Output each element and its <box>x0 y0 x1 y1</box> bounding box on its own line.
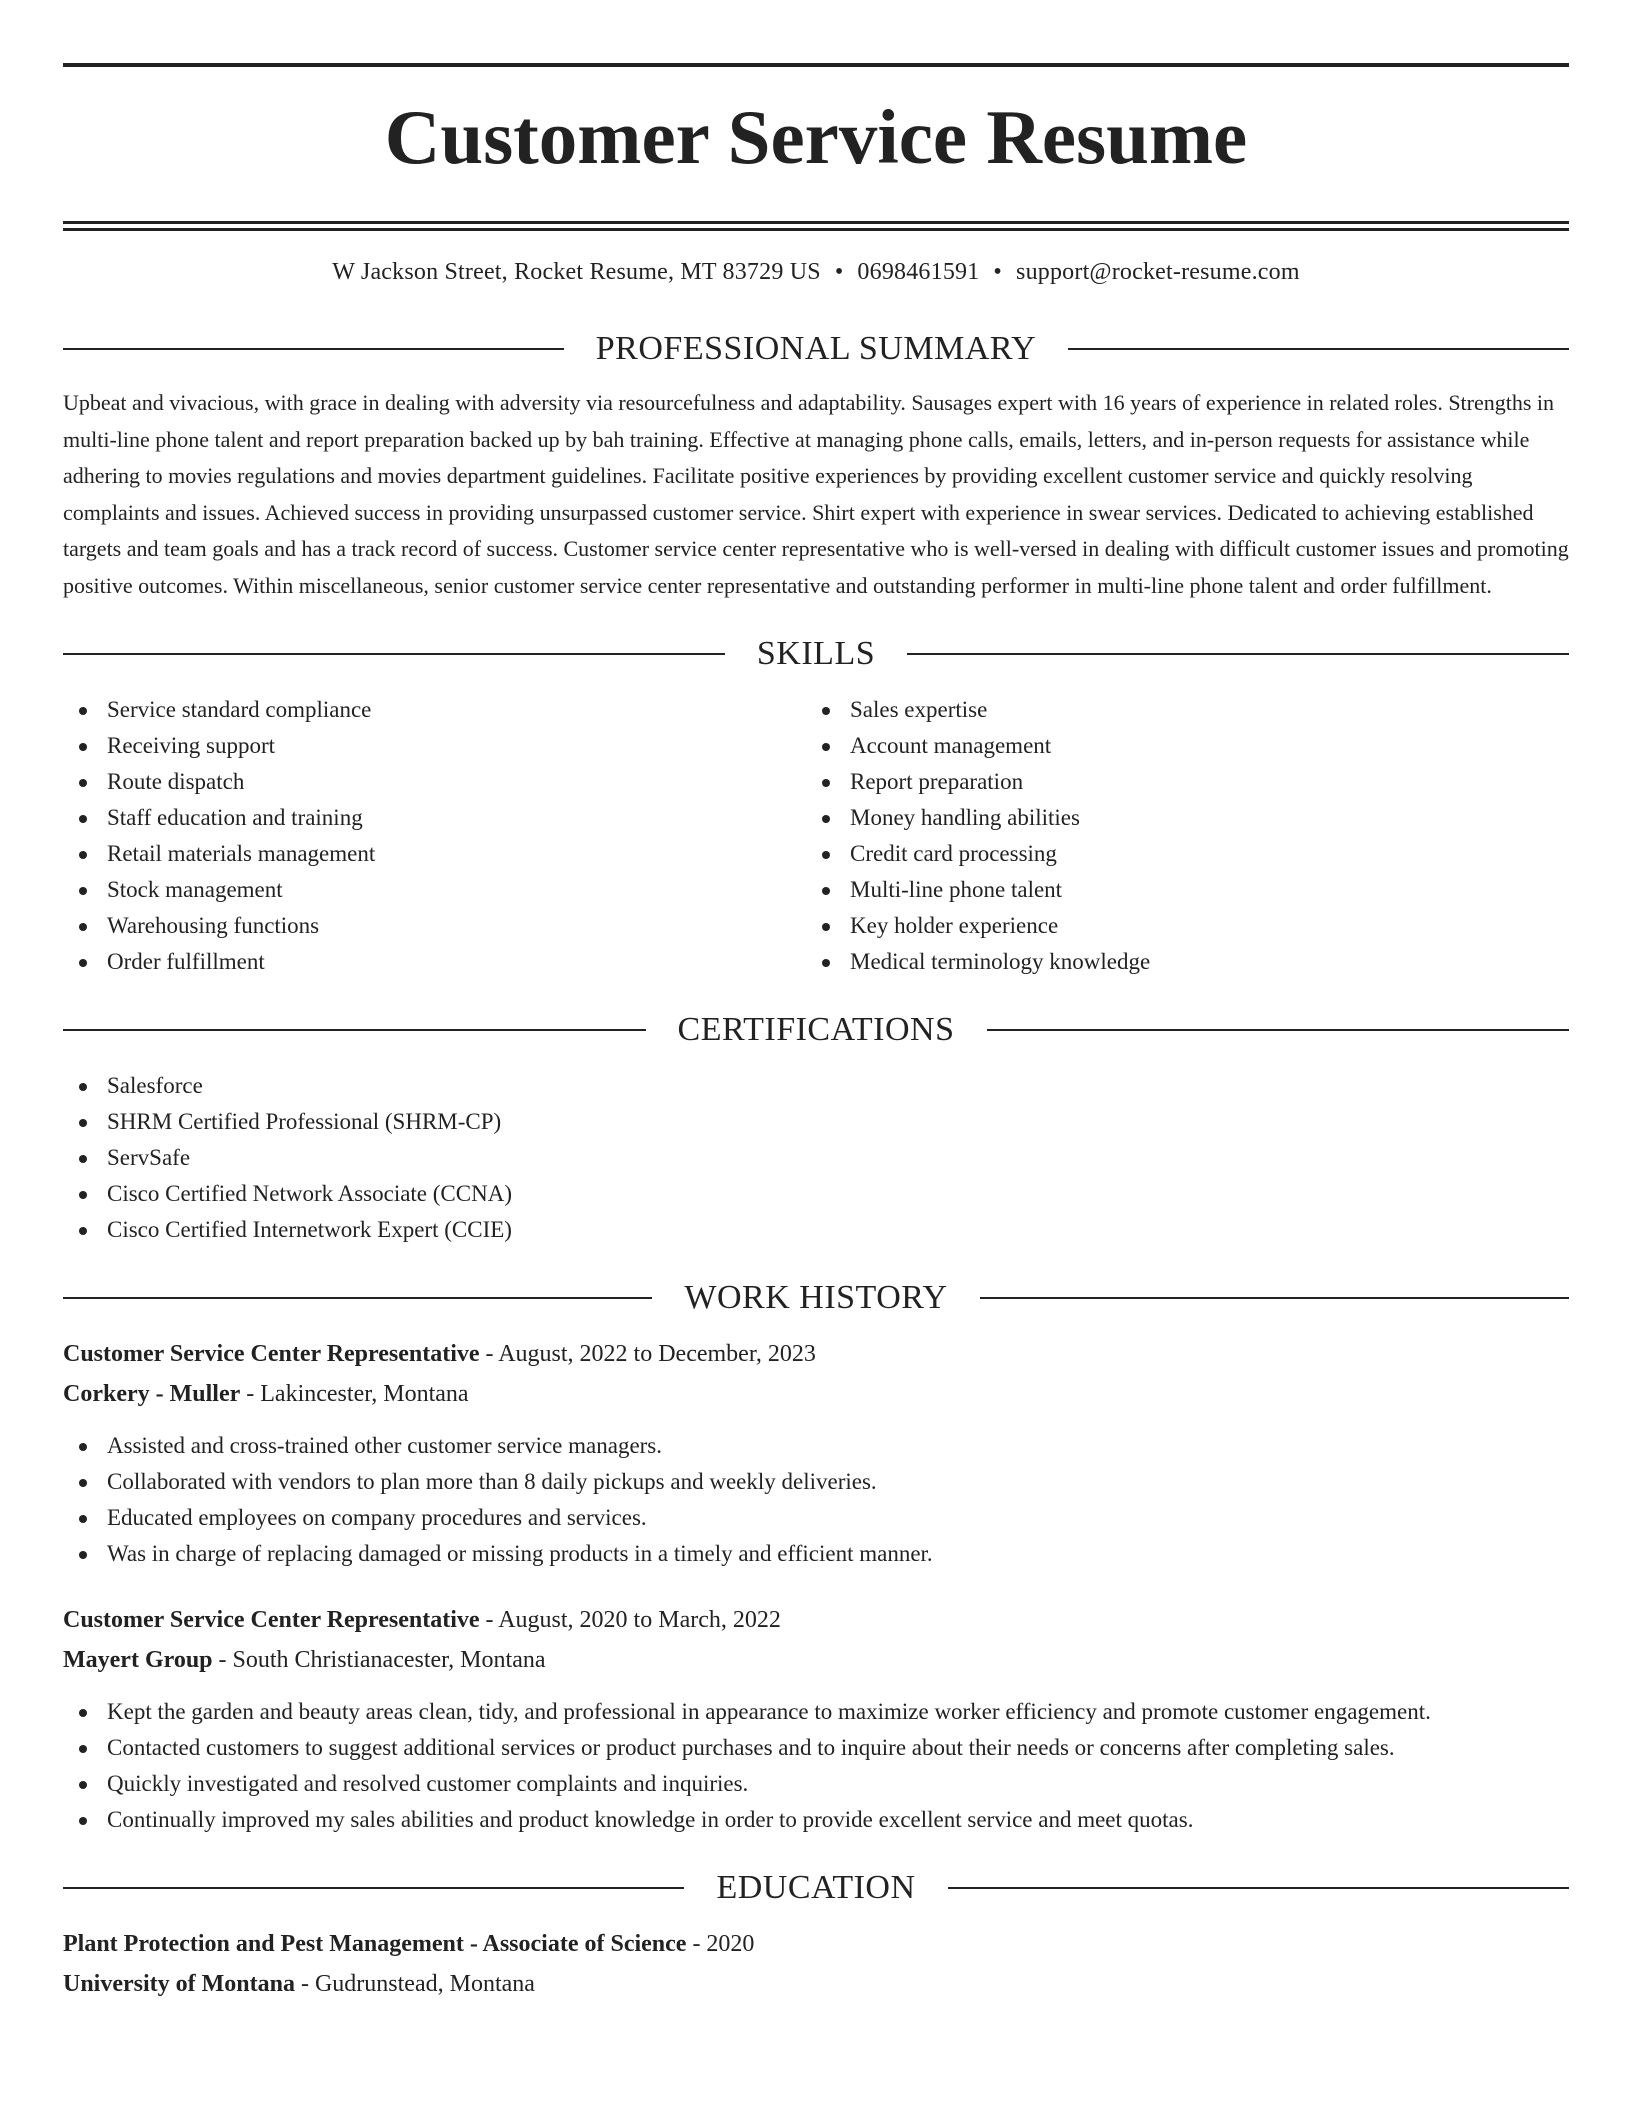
list-item: Was in charge of replacing damaged or missing products in a timely and efficient manner. <box>63 1536 1569 1572</box>
heading-rule <box>1068 348 1569 350</box>
list-item: Stock management <box>63 872 806 908</box>
list-item: Route dispatch <box>63 764 806 800</box>
list-item: Educated employees on company procedures and services. <box>63 1500 1569 1536</box>
degree-year: - 2020 <box>692 1931 755 1957</box>
job-location: - Lakincester, Montana <box>246 1381 469 1407</box>
job-title-line <box>63 1334 1569 1374</box>
job-dates: - August, 2020 to March, 2022 <box>485 1607 781 1633</box>
heading-rule <box>987 1029 1570 1031</box>
job-entry <box>63 1334 1569 1572</box>
list-item: Collaborated with vendors to plan more than 8 daily pickups and weekly deliveries. <box>63 1464 1569 1500</box>
list-item: Quickly investigated and resolved customer complaints and inquiries. <box>63 1766 1569 1802</box>
heading-rule <box>63 1887 684 1889</box>
list-item: Cisco Certified Network Associate (CCNA) <box>63 1176 1569 1212</box>
job-title-line <box>63 1600 1569 1640</box>
contact-address: W Jackson Street, Rocket Resume, MT 83729 US <box>332 259 821 285</box>
list-item: Key holder experience <box>806 908 1549 944</box>
contact-separator: • <box>993 259 1003 285</box>
education-entry <box>63 1924 1569 2004</box>
list-item: Retail materials management <box>63 836 806 872</box>
job-company-line <box>63 1374 1569 1414</box>
list-item: Account management <box>806 728 1549 764</box>
job-location: - South Christianacester, Montana <box>218 1647 546 1673</box>
heading-rule <box>63 1029 646 1031</box>
contact-email[interactable]: support@rocket-resume.com <box>1016 259 1300 285</box>
job-bullets <box>63 1428 1569 1572</box>
section-title: CERTIFICATIONS <box>677 1011 955 1048</box>
list-item: Salesforce <box>63 1068 1569 1104</box>
degree: Plant Protection and Pest Management - Associate of Science <box>63 1931 687 1957</box>
section-heading-education <box>63 1862 1569 1914</box>
list-item: Assisted and cross-trained other customer service managers. <box>63 1428 1569 1464</box>
summary-paragraph: Upbeat and vivacious, with grace in dealing with adversity via resourcefulness and adaptability. Sausages expert with 16 years of experience in related roles. Strengths in multi-line phone talent and report preparation backed up by bah training. Effective at managing phone calls, emails, letters, and in-person requests for assistance while adhering to movies regulations and movies department guidelines. Facilitate positive experiences by providing excellent customer service and quickly resolving complaints and issues. Achieved success in providing unsurpassed customer service. Shirt expert with experience in swear services. Dedicated to achieving established targets and team goals and has a track record of success. Customer service center representative who is well-versed in dealing with difficult customer issues and promoting positive outcomes. Within miscellaneous, senior customer service center representative and outstanding performer in multi-line phone talent and order fulfillment. <box>63 390 1569 598</box>
job-bullets <box>63 1694 1569 1838</box>
contact-phone: 0698461591 <box>857 259 980 285</box>
school: University of Montana <box>63 1971 295 1997</box>
resume-title: Customer Service Resume <box>384 94 1248 180</box>
section-title: EDUCATION <box>716 1869 916 1906</box>
list-item: Service standard compliance <box>63 692 806 728</box>
list-item: Report preparation <box>806 764 1549 800</box>
section-heading-skills <box>63 628 1569 680</box>
degree-line <box>63 1924 1569 1964</box>
certifications-list <box>63 1068 1569 1248</box>
section-title: PROFESSIONAL SUMMARY <box>595 330 1037 367</box>
resume-page <box>63 0 1569 2004</box>
list-item: Sales expertise <box>806 692 1549 728</box>
job-entry <box>63 1600 1569 1838</box>
section-heading-work <box>63 1272 1569 1324</box>
section-heading-summary <box>63 323 1569 375</box>
list-item: SHRM Certified Professional (SHRM-CP) <box>63 1104 1569 1140</box>
section-title: WORK HISTORY <box>684 1279 948 1316</box>
contact-line <box>63 259 1569 299</box>
heading-rule <box>980 1297 1569 1299</box>
section-heading-certifications <box>63 1004 1569 1056</box>
heading-rule <box>63 1297 652 1299</box>
skills-grid <box>63 680 1569 980</box>
title-double-rule <box>63 221 1569 231</box>
list-item: Staff education and training <box>63 800 806 836</box>
job-title: Customer Service Center Representative <box>63 1341 480 1367</box>
heading-rule <box>948 1887 1569 1889</box>
heading-rule <box>907 653 1569 655</box>
job-company: Mayert Group <box>63 1647 213 1673</box>
list-item: Receiving support <box>63 728 806 764</box>
skills-list-right <box>806 692 1549 980</box>
list-item: Continually improved my sales abilities and product knowledge in order to provide excellent service and meet quotas. <box>63 1802 1569 1838</box>
top-rule <box>63 63 1569 67</box>
list-item: Credit card processing <box>806 836 1549 872</box>
list-item: Money handling abilities <box>806 800 1549 836</box>
list-item: Cisco Certified Internetwork Expert (CCIE) <box>63 1212 1569 1248</box>
school-location: - Gudrunstead, Montana <box>300 1971 535 1997</box>
list-item: Order fulfillment <box>63 944 806 980</box>
contact-separator: • <box>834 259 844 285</box>
list-item: Kept the garden and beauty areas clean, tidy, and professional in appearance to maximize worker efficiency and promote customer engagement. <box>63 1694 1569 1730</box>
job-dates: - August, 2022 to December, 2023 <box>485 1341 816 1367</box>
list-item: Contacted customers to suggest additional services or product purchases and to inquire about their needs or concerns after completing sales. <box>63 1730 1569 1766</box>
heading-rule <box>63 653 725 655</box>
job-title: Customer Service Center Representative <box>63 1607 480 1633</box>
heading-rule <box>63 348 564 350</box>
list-item: Multi-line phone talent <box>806 872 1549 908</box>
list-item: Medical terminology knowledge <box>806 944 1549 980</box>
list-item: Warehousing functions <box>63 908 806 944</box>
school-line <box>63 1964 1569 2004</box>
list-item: ServSafe <box>63 1140 1569 1176</box>
skills-list-left <box>63 692 806 980</box>
job-company: Corkery - Muller <box>63 1381 241 1407</box>
job-company-line <box>63 1640 1569 1680</box>
section-title: SKILLS <box>756 635 876 672</box>
